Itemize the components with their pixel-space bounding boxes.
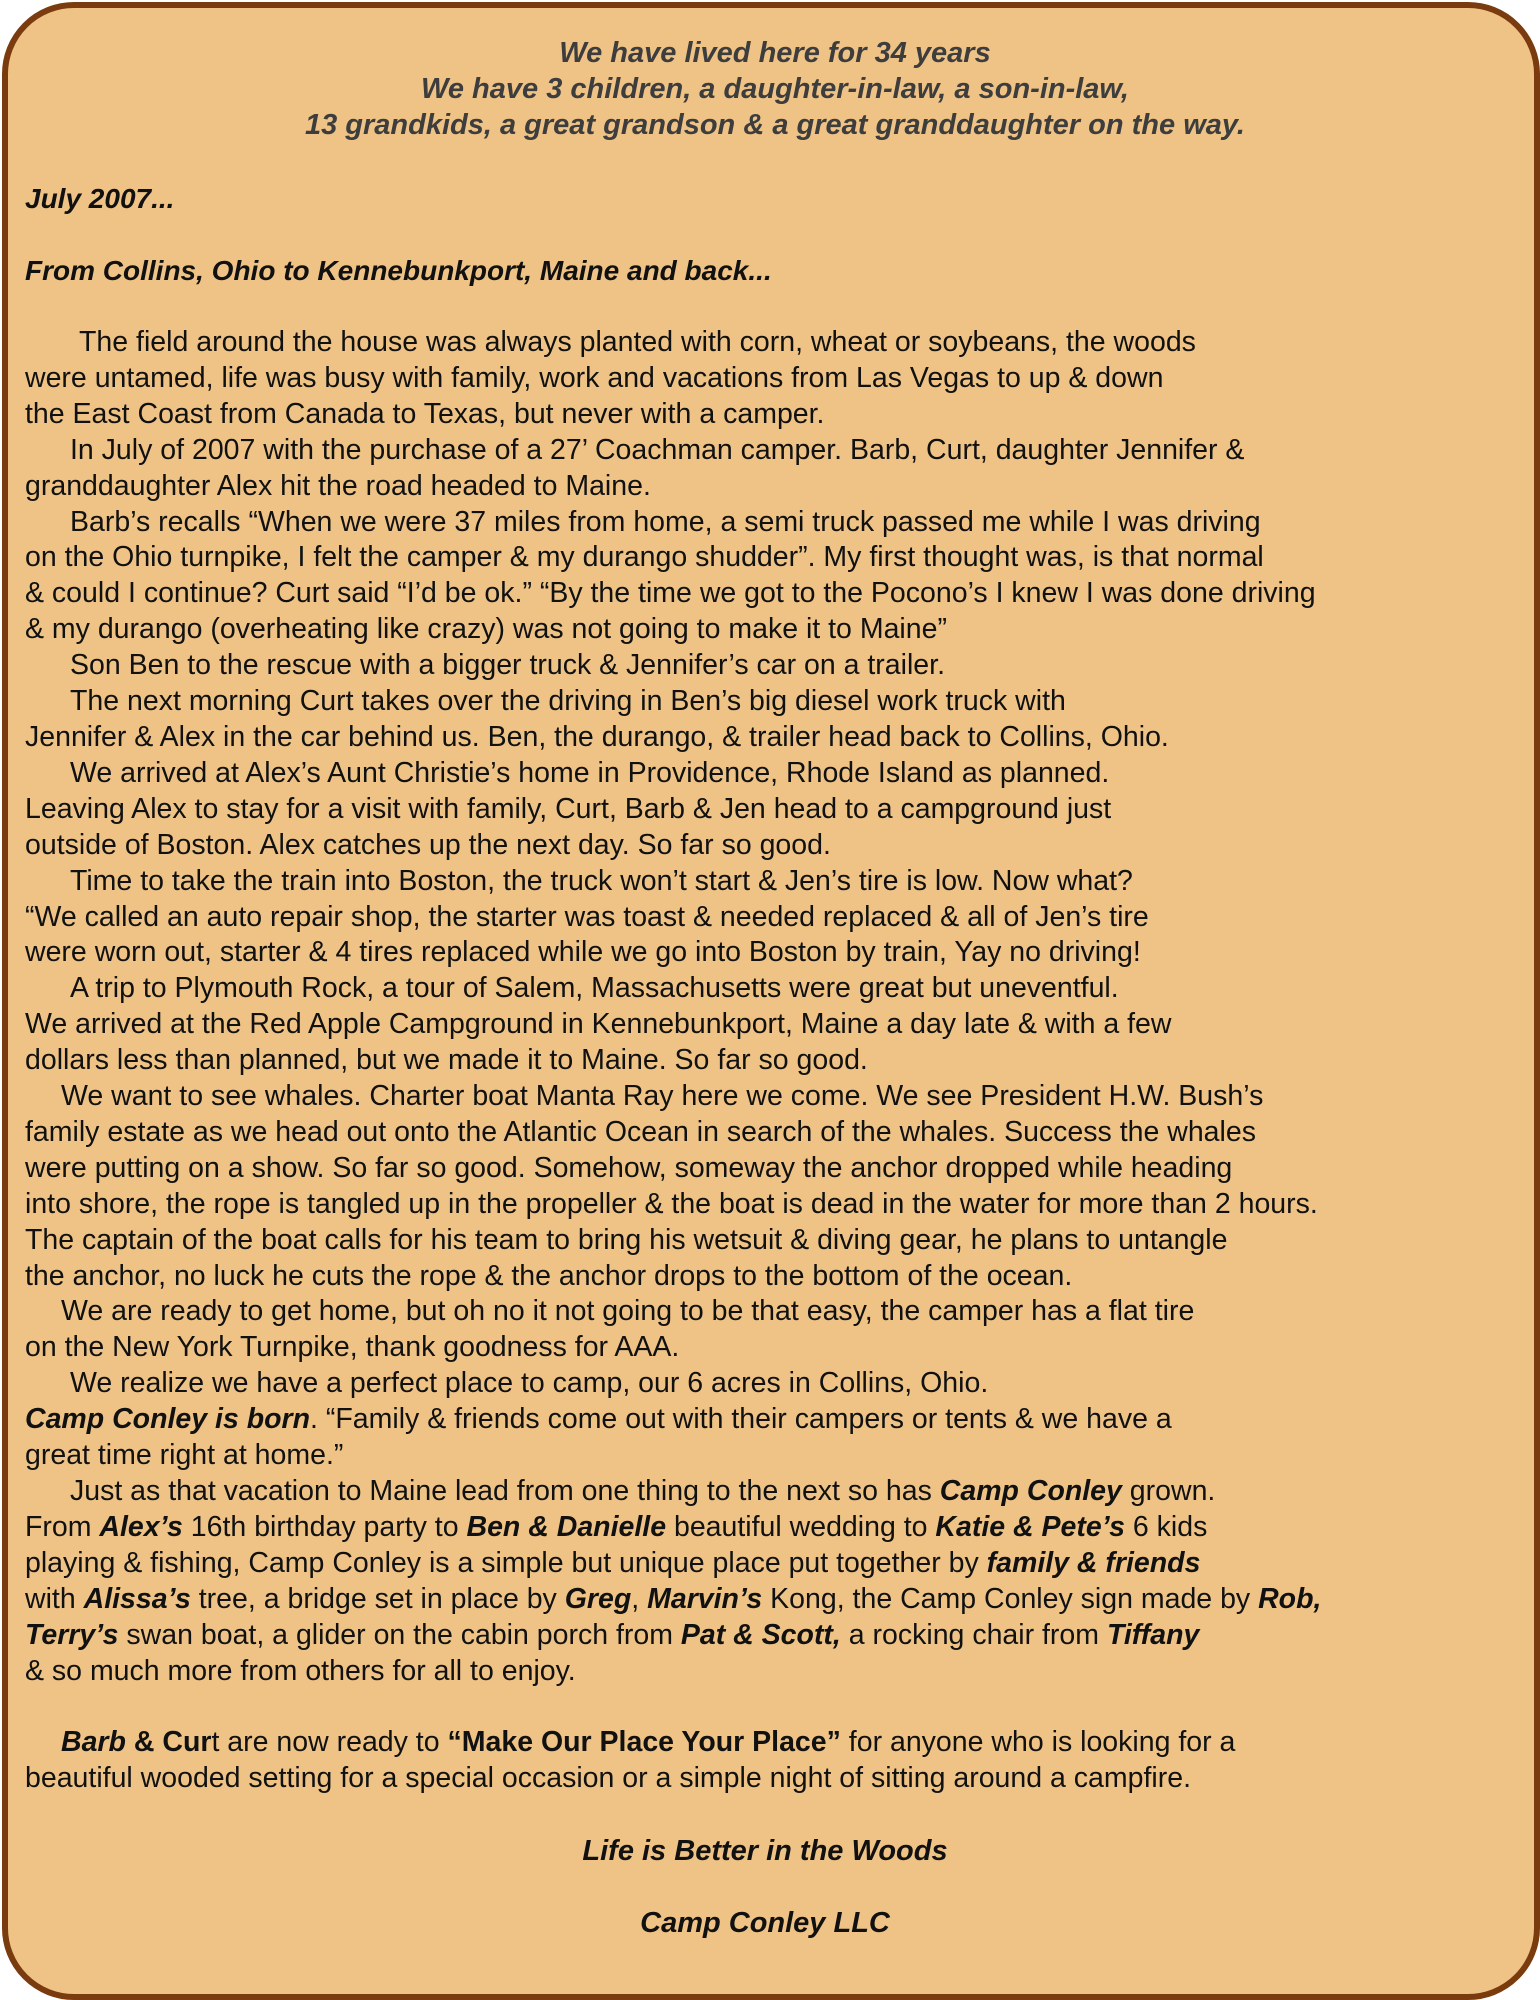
story-line: & could I continue? Curt said “I’d be ok.” “By the time we got to the Pocono’s I knew I was done driving xyxy=(25,577,1316,610)
story-line: outside of Boston. Alex catches up the next day. So far so good. xyxy=(25,828,831,861)
story-line: Leaving Alex to stay for a visit with family, Curt, Barb & Jen head to a campground just xyxy=(25,792,1112,825)
story-line: were untamed, life was busy with family, work and vacations from Las Vegas to up & down xyxy=(25,361,1164,394)
intro-line: 13 grandkids, a great grandson & a great granddaughter on the way. xyxy=(304,109,1245,141)
story-line: We want to see whales. Charter boat Manta Ray here we come. We see President H.W. Bush’s xyxy=(61,1080,1264,1113)
story-line: family estate as we head out onto the Atlantic Ocean in search of the whales. Success the whales xyxy=(25,1115,1256,1148)
story-line: A trip to Plymouth Rock, a tour of Salem, Massachusetts were great but uneventful. xyxy=(70,972,1119,1005)
story-line: on the New York Turnpike, thank goodness for AAA. xyxy=(25,1331,680,1364)
story-line: In July of 2007 with the purchase of a 27’ Coachman camper. Barb, Curt, daughter Jennifer & xyxy=(70,433,1245,466)
story-line: on the Ohio turnpike, I felt the camper & my durango shudder”. My first thought was, is that normal xyxy=(25,541,1264,574)
story-line: The next morning Curt takes over the driving in Ben’s big diesel work truck with xyxy=(70,685,1066,718)
intro-line: We have 3 children, a daughter-in-law, a son-in-law, xyxy=(421,73,1129,105)
story-line: We arrived at the Red Apple Campground in Kennebunkport, Maine a day late & with a few xyxy=(25,1008,1172,1041)
trip-heading: From Collins, Ohio to Kennebunkport, Maine and back... xyxy=(25,255,772,286)
intro-block xyxy=(25,35,1525,143)
story-line: were worn out, starter & 4 tires replaced while we go into Boston by train, Yay no driving! xyxy=(25,936,1141,969)
story-line: Jennifer & Alex in the car behind us. Ben, the durango, & trailer head back to Collins, Ohio. xyxy=(25,720,1169,753)
story-line: We are ready to get home, but oh no it not going to be that easy, the camper has a flat tire xyxy=(61,1295,1195,1328)
story-line: were putting on a show. So far so good. Somehow, someway the anchor dropped while heading xyxy=(25,1151,1233,1184)
story-line: The field around the house was always planted with corn, wheat or soybeans, the woods xyxy=(79,326,1196,358)
story-text xyxy=(25,325,1525,1797)
story-line: Time to take the train into Boston, the truck won’t start & Jen’s tire is low. Now what? xyxy=(70,864,1133,897)
story-line: From Alex’s 16th birthday party to Ben & Danielle beautiful wedding to Katie & Pete’s 6 kids xyxy=(25,1510,1208,1543)
story-line: “We called an auto repair shop, the starter was toast & needed replaced & all of Jen’s tire xyxy=(25,900,1149,933)
story-line: playing & fishing, Camp Conley is a simple but unique place put together by family & friends xyxy=(25,1546,1201,1579)
story-line: We realize we have a perfect place to camp, our 6 acres in Collins, Ohio. xyxy=(70,1367,989,1400)
story-line: the anchor, no luck he cuts the rope & the anchor drops to the bottom of the ocean. xyxy=(25,1259,1073,1292)
story-line: into shore, the rope is tangled up in the propeller & the boat is dead in the water for more than 2 hours. xyxy=(25,1187,1318,1220)
story-line: granddaughter Alex hit the road headed to Maine. xyxy=(25,469,651,502)
story-line: Camp Conley is born. “Family & friends come out with their campers or tents & we have a xyxy=(25,1403,1172,1436)
intro-line: We have lived here for 34 years xyxy=(559,37,991,69)
story-line: dollars less than planned, but we made it to Maine. So far so good. xyxy=(25,1044,868,1077)
story-line: Just as that vacation to Maine lead from one thing to the next so has Camp Conley grown. xyxy=(70,1475,1216,1507)
flyer-content xyxy=(25,25,1525,1941)
company-name: Camp Conley LLC xyxy=(640,1907,890,1940)
closing-line: Barb & Curt are now ready to “Make Our Place Your Place” for anyone who is looking for a xyxy=(61,1726,1236,1759)
story-line: & so much more from others for all to enjoy. xyxy=(25,1654,576,1687)
date-heading: July 2007... xyxy=(25,183,175,214)
motto: Life is Better in the Woods xyxy=(582,1835,948,1868)
story-line: Terry’s swan boat, a glider on the cabin porch from Pat & Scott, a rocking chair from Tiffany xyxy=(25,1618,1200,1651)
closing-line: beautiful wooded setting for a special occasion or a simple night of sitting around a campfire. xyxy=(25,1762,1191,1795)
story-line: We arrived at Alex’s Aunt Christie’s home in Providence, Rhode Island as planned. xyxy=(70,756,1110,789)
story-line: Son Ben to the rescue with a bigger truck & Jennifer’s car on a trailer. xyxy=(70,649,945,682)
story-line: Barb’s recalls “When we were 37 miles from home, a semi truck passed me while I was driving xyxy=(70,505,1261,538)
story-line: with Alissa’s tree, a bridge set in place by Greg, Marvin’s Kong, the Camp Conley sign made by Rob, xyxy=(25,1582,1322,1615)
story-line: & my durango (overheating like crazy) was not going to make it to Maine” xyxy=(25,613,947,646)
story-line: The captain of the boat calls for his team to bring his wetsuit & diving gear, he plans to untangle xyxy=(25,1223,1228,1256)
story-line: the East Coast from Canada to Texas, but never with a camper. xyxy=(25,397,825,430)
story-line: great time right at home.” xyxy=(25,1439,344,1472)
